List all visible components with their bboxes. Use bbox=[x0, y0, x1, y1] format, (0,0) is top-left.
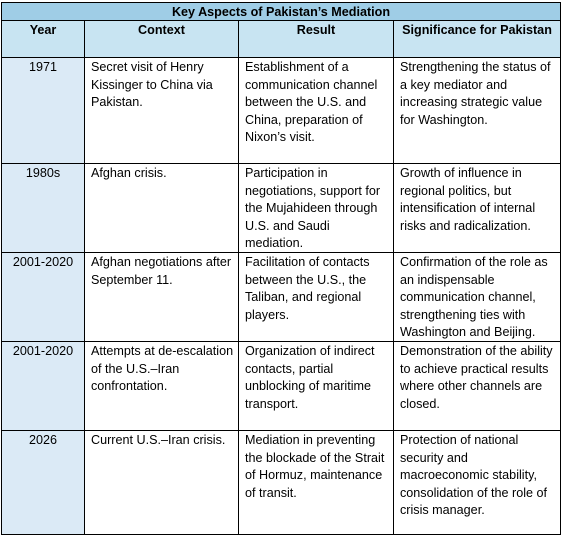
year-text: 2001-2020 bbox=[12, 344, 74, 358]
mediation-table-container bbox=[1, 2, 560, 535]
cell-significance bbox=[394, 342, 561, 431]
year-text: 1971 bbox=[28, 60, 58, 74]
significance-text: Protection of national security and macroeconomic stability, consolidation of the role of crisis manager. bbox=[400, 433, 548, 518]
table-header-row bbox=[2, 21, 561, 58]
cell-year bbox=[2, 164, 85, 253]
significance-text: Strengthening the status of a key mediator and increasing strategic value for Washington. bbox=[400, 60, 551, 127]
result-text: Organization of indirect contacts, partial unblocking of maritime transport. bbox=[245, 344, 375, 411]
result-text: Mediation in preventing the blockade of the Strait of Hormuz, maintenance of transit. bbox=[245, 433, 385, 500]
header-year: Year bbox=[2, 21, 85, 58]
year-text: 2001-2020 bbox=[12, 255, 74, 269]
cell-context bbox=[85, 253, 239, 342]
result-text: Participation in negotiations, support for the Mujahideen through U.S. and Saudi mediation. bbox=[245, 166, 381, 251]
cell-year bbox=[2, 342, 85, 431]
table-title-row bbox=[2, 3, 561, 21]
cell-year bbox=[2, 431, 85, 535]
significance-text: Demonstration of the ability to achieve practical results where other channels are closed. bbox=[400, 344, 553, 411]
context-text: Secret visit of Henry Kissinger to China via Pakistan. bbox=[91, 60, 213, 110]
cell-context bbox=[85, 342, 239, 431]
result-text: Facilitation of contacts between the U.S., the Taliban, and regional players. bbox=[245, 255, 370, 322]
cell-significance bbox=[394, 58, 561, 164]
cell-significance bbox=[394, 431, 561, 535]
header-significance: Significance for Pakistan bbox=[394, 21, 561, 58]
cell-result bbox=[239, 164, 394, 253]
cell-year bbox=[2, 253, 85, 342]
mediation-table bbox=[1, 2, 561, 535]
significance-text: Growth of influence in regional politics, but intensification of internal risks and radicalization. bbox=[400, 166, 536, 233]
cell-year bbox=[2, 58, 85, 164]
table-row bbox=[2, 58, 561, 164]
table-row bbox=[2, 164, 561, 253]
cell-result bbox=[239, 58, 394, 164]
cell-context bbox=[85, 164, 239, 253]
table-title: Key Aspects of Pakistan’s Mediation bbox=[2, 3, 561, 21]
cell-result bbox=[239, 253, 394, 342]
cell-context bbox=[85, 58, 239, 164]
year-text: 2026 bbox=[28, 433, 58, 447]
context-text: Afghan crisis. bbox=[91, 166, 167, 180]
cell-context bbox=[85, 431, 239, 535]
table-row bbox=[2, 253, 561, 342]
table-row bbox=[2, 342, 561, 431]
significance-text: Confirmation of the role as an indispensable communication channel, strengthening ties with Washington and Beijing. bbox=[400, 255, 548, 340]
cell-significance bbox=[394, 253, 561, 342]
cell-significance bbox=[394, 164, 561, 253]
result-text: Establishment of a communication channel between the U.S. and China, preparation of Nixon’s visit. bbox=[245, 60, 378, 145]
context-text: Afghan negotiations after September 11. bbox=[91, 255, 232, 287]
table-row bbox=[2, 431, 561, 535]
header-context: Context bbox=[85, 21, 239, 58]
context-text: Current U.S.–Iran crisis. bbox=[91, 433, 226, 447]
year-text: 1980s bbox=[25, 166, 61, 180]
header-result: Result bbox=[239, 21, 394, 58]
cell-result bbox=[239, 431, 394, 535]
context-text: Attempts at de-escalation of the U.S.–Iran confrontation. bbox=[91, 344, 234, 394]
cell-result bbox=[239, 342, 394, 431]
